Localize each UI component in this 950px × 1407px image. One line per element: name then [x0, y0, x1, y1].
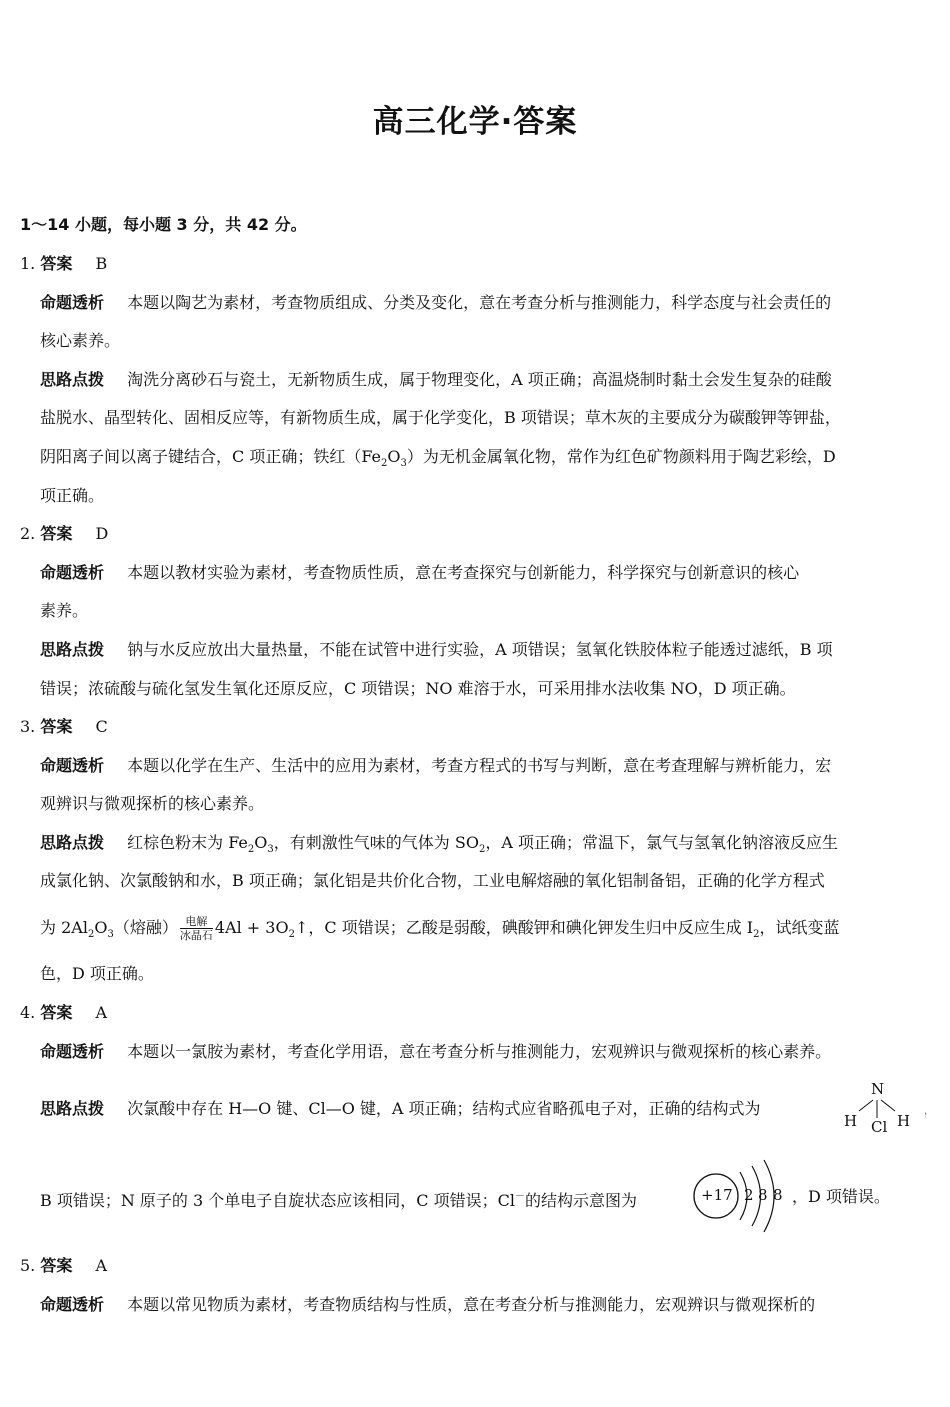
subscript: 3 [267, 844, 274, 855]
q3-solution-text-1a: 红棕色粉末为 Fe [127, 833, 248, 852]
q3-analysis-text-1: 本题以化学在生产、生活中的应用为素材，考查方程式的书写与判断，意在考查理解与辨析能力，宏 [127, 756, 832, 775]
subscript: 2 [478, 844, 486, 855]
q1-solution-label: 思路点拨 [40, 370, 105, 389]
q3-number: 3. [20, 717, 36, 736]
q3-analysis-label: 命题透析 [40, 756, 105, 775]
q2-solution-text-2: 错误；浓硫酸与硫化氢发生氧化还原反应，C 项错误；NO 难溶于水，可采用排水法收集 NO，D 项正确。 [40, 679, 796, 698]
q3-solution-text-1b: O [254, 833, 268, 852]
page-title: 高三化学·答案 [372, 104, 578, 140]
atom-h-right: H [897, 1112, 911, 1130]
q5-analysis-label: 命题透析 [40, 1295, 105, 1314]
q3-solution-text-3b: O [94, 918, 108, 937]
q2-answer-label: 答案 [40, 524, 73, 543]
q3-solution-text-4: 色，D 项正确。 [40, 964, 154, 983]
q3-solution-line-1 [40, 832, 838, 861]
q3-analysis-text-2: 观辨识与微观探析的核心素养。 [40, 794, 265, 813]
subscript: 3 [107, 929, 114, 940]
q1-solution-line-1 [40, 369, 832, 391]
subscript: 2 [288, 929, 295, 940]
q1-analysis-line-1 [40, 292, 831, 314]
q4-solution-text-1: 次氯酸中存在 H—O 键、Cl—O 键，A 项正确；结构式应省略孤电子对，正确的结构式为 [127, 1099, 761, 1118]
q1-solution-line-3 [40, 446, 836, 475]
condition-bottom: 冰晶石 [179, 929, 213, 942]
q3-solution-text-3f: ，试纸变蓝 [759, 918, 840, 937]
q2-analysis-line-2 [40, 600, 88, 622]
q3-solution-text-3c: （熔融） [113, 918, 178, 937]
q5-analysis-text-1: 本题以常见物质为素材，考查物质结构与性质，意在考查分析与推测能力，宏观辨识与微观探析的 [127, 1295, 816, 1314]
q1-solution-text-1: 淘洗分离砂石与瓷土，无新物质生成，属于物理变化，A 项正确；高温烧制时黏土会发生复杂的硅酸 [127, 370, 832, 389]
q1-answer-line [20, 253, 107, 275]
nucleus-charge: +17 [701, 1186, 733, 1204]
q4-solution-text-2c: ，D 项错误。 [792, 1187, 890, 1206]
superscript: － [514, 1191, 525, 1202]
reaction-condition [180, 915, 213, 942]
q2-analysis-text-1: 本题以教材实验为素材，考查物质性质，意在考查探究与创新能力，科学探究与创新意识的核心 [127, 563, 800, 582]
atom-cl: Cl [871, 1118, 888, 1136]
q2-solution-label: 思路点拨 [40, 640, 105, 659]
q4-solution-text-2b: 的结构示意图为 [524, 1191, 637, 1210]
q4-analysis-text-1: 本题以一氯胺为素材，考查化学用语，意在考查分析与推测能力，宏观辨识与微观探析的核心素养。 [127, 1042, 832, 1061]
q3-solution-label: 思路点拨 [40, 833, 105, 852]
subscript: 2 [381, 458, 388, 469]
q2-answer-value: D [95, 524, 109, 543]
q1-solution-text-4: 项正确。 [40, 486, 105, 505]
q3-solution-text-1c: ，有刺激性气味的气体为 SO [273, 833, 479, 852]
q1-analysis-line-2 [40, 330, 120, 352]
q2-solution-line-2 [40, 678, 796, 700]
q3-solution-line-2 [40, 870, 825, 892]
q3-solution-text-3a: 为 2Al [40, 918, 88, 937]
q3-answer-line [20, 716, 108, 738]
q4-solution-line-1-end [925, 1098, 930, 1120]
q4-solution-text-1-end: ， [925, 1099, 931, 1118]
q3-answer-label: 答案 [40, 717, 73, 736]
intro-line [20, 214, 307, 236]
q3-solution-text-1d: ，A 项正确；常温下，氯气与氢氧化钠溶液反应生 [485, 833, 838, 852]
q4-answer-value: A [95, 1003, 108, 1022]
q5-number: 5. [20, 1256, 36, 1275]
q4-answer-line [20, 1002, 107, 1024]
q1-analysis-text-1: 本题以陶艺为素材，考查物质组成、分类及变化，意在考查分析与推测能力，科学态度与社会责任的 [127, 293, 832, 312]
q3-analysis-line-2 [40, 793, 264, 815]
subscript: 3 [400, 458, 407, 469]
q4-solution-line-2 [40, 1186, 637, 1212]
q2-answer-line [20, 523, 108, 545]
q3-answer-value: C [95, 717, 108, 736]
subscript: 2 [87, 929, 95, 940]
q2-solution-text-1: 钠与水反应放出大量热量，不能在试管中进行实验，A 项错误；氢氧化铁胶体粒子能透过滤纸，B 项 [127, 640, 833, 659]
nh2cl-structural-formula [843, 1080, 923, 1140]
q1-analysis-text-2: 核心素养。 [40, 331, 121, 350]
q1-answer-label: 答案 [40, 254, 73, 273]
q2-analysis-line-1 [40, 562, 799, 584]
q3-solution-text-2: 成氯化钠、次氯酸钠和水，B 项正确；氯化铝是共价化合物，工业电解熔融的氧化铝制备铝，正确的化学方程式 [40, 871, 825, 890]
q2-analysis-text-2: 素养。 [40, 601, 89, 620]
atom-n: N [871, 1080, 885, 1098]
q3-solution-line-4 [40, 963, 154, 985]
q2-analysis-label: 命题透析 [40, 563, 105, 582]
q1-solution-line-2 [40, 407, 841, 429]
atom-h-left: H [844, 1112, 858, 1130]
q4-solution-label: 思路点拨 [40, 1099, 105, 1118]
q5-answer-value: A [95, 1256, 108, 1275]
shell-3-electrons: 8 [773, 1186, 783, 1204]
condition-top: 电解 [180, 915, 213, 929]
chloride-ion-structure-diagram [692, 1158, 792, 1234]
q3-solution-text-3d: 4Al + 3O [214, 918, 289, 937]
q3-solution-line-3 [40, 915, 840, 946]
q4-number: 4. [20, 1003, 36, 1022]
subscript: 2 [753, 929, 760, 940]
subscript: 2 [247, 844, 255, 855]
q1-number: 1. [20, 254, 36, 273]
shell-1-electrons: 2 [744, 1186, 754, 1204]
q5-analysis-line-1 [40, 1294, 815, 1316]
q1-solution-text-3c: ）为无机金属氧化物，常作为红色矿物颜料用于陶艺彩绘，D [406, 447, 836, 466]
q2-number: 2. [20, 524, 36, 543]
q3-analysis-line-1 [40, 755, 831, 777]
q4-answer-label: 答案 [40, 1003, 73, 1022]
q4-solution-line-2-end [792, 1186, 890, 1208]
q4-analysis-label: 命题透析 [40, 1042, 105, 1061]
q2-solution-line-1 [40, 639, 833, 661]
q1-solution-text-2: 盐脱水、晶型转化、固相反应等，有新物质生成，属于化学变化，B 项错误；草木灰的主要成分为碳酸钾等钾盐， [40, 408, 841, 427]
q1-solution-line-4 [40, 485, 104, 507]
q5-answer-line [20, 1255, 107, 1277]
shell-2-electrons: 8 [758, 1186, 768, 1204]
q1-solution-text-3b: O [387, 447, 401, 466]
q4-solution-text-2a: B 项错误；N 原子的 3 个单电子自旋状态应该相同，C 项错误；Cl [40, 1191, 515, 1210]
q5-answer-label: 答案 [40, 1256, 73, 1275]
q1-solution-text-3a: 阴阳离子间以离子键结合，C 项正确；铁红（Fe [40, 447, 382, 466]
q1-analysis-label: 命题透析 [40, 293, 105, 312]
intro-text: 1～14 小题，每小题 3 分，共 42 分。 [20, 215, 307, 234]
q1-answer-value: B [95, 254, 108, 273]
q4-analysis-line-1 [40, 1041, 831, 1063]
q4-solution-line-1 [40, 1098, 761, 1120]
q3-solution-text-3e: ↑，C 项错误；乙酸是弱酸，碘酸钾和碘化钾发生归中反应生成 I [294, 918, 754, 937]
